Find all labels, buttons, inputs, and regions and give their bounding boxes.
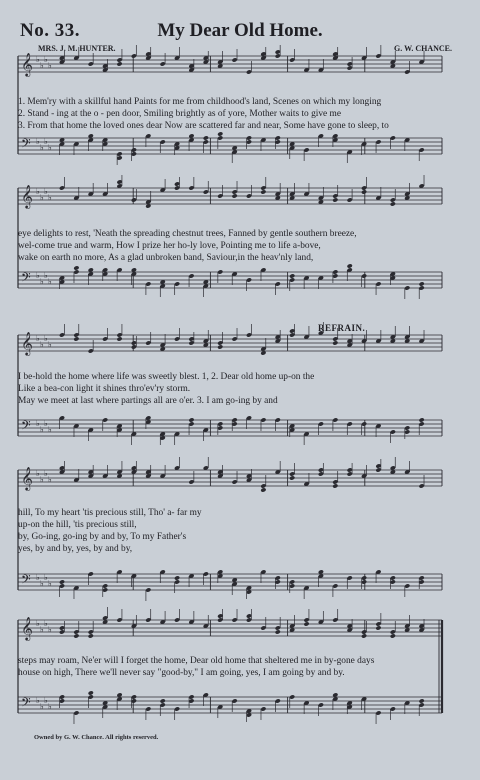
flat-icon: ♭ <box>48 425 52 434</box>
bass-clef-icon: 𝄢 <box>21 270 31 288</box>
composer-credit: G. W. CHANCE. <box>393 44 452 53</box>
lyricist-credit: MRS. J. M. HUNTER. <box>38 44 116 53</box>
lyrics-system-2 <box>18 228 450 264</box>
lyric-line: yes, by and by, yes, by and by, <box>18 544 133 554</box>
flat-icon: ♭ <box>48 702 52 711</box>
flat-icon: ♭ <box>40 475 44 484</box>
flat-icon: ♭ <box>44 696 48 705</box>
note-head <box>419 698 425 703</box>
lyric-line: by, Go-ing, go-ing by and by, To my Father's <box>18 532 187 542</box>
lyric-line: wake on earth no more, As a glad unbroken band, Saviour,in the heav'nly land, <box>18 253 314 263</box>
flat-icon: ♭ <box>36 696 40 705</box>
note-head <box>390 201 396 206</box>
lyric-line: 3. From that home the loved ones dear Now are scattered far and near, Some have gone to sleep, to <box>18 121 389 131</box>
lyric-line: May we meet at last where partings all are o'er. 3. I am go-ing by and <box>18 396 278 406</box>
flat-icon: ♭ <box>40 277 44 286</box>
note-head <box>375 625 381 630</box>
bass-clef-icon: 𝄢 <box>21 136 31 154</box>
lyric-line: house on high, There we'll never say "good-by," I am going, yes, I am going by and by. <box>18 668 345 678</box>
flat-icon: ♭ <box>44 419 48 428</box>
flat-icon: ♭ <box>44 187 48 196</box>
treble-clef-icon: 𝄞 <box>21 52 33 76</box>
note-head <box>73 633 79 638</box>
flat-icon: ♭ <box>48 340 52 349</box>
note-head <box>419 281 425 286</box>
flat-icon: ♭ <box>44 137 48 146</box>
lyric-line: eye delights to rest, 'Neath the spreading chestnut trees, Fanned by gentle southern breeze, <box>18 229 357 239</box>
note-head <box>289 273 295 278</box>
note-head <box>232 193 238 198</box>
note-head <box>59 579 65 584</box>
lyric-line: steps may roam, Ne'er will I forget the home, Dear old home that sheltered me in by-gone days <box>18 656 375 666</box>
note-head <box>419 417 425 422</box>
flat-icon: ♭ <box>40 61 44 70</box>
flat-icon: ♭ <box>36 187 40 196</box>
lyric-line: 1. Mem'ry with a skillful hand Paints for me from childhood's land, Scenes on which my longing <box>18 97 382 107</box>
flat-icon: ♭ <box>48 579 52 588</box>
flat-icon: ♭ <box>44 55 48 64</box>
note-head <box>289 475 295 480</box>
note-head <box>203 135 209 140</box>
flat-icon: ♭ <box>40 625 44 634</box>
lyric-line: up-on the hill, 'tis precious still, <box>18 520 137 530</box>
flat-icon: ♭ <box>44 573 48 582</box>
flat-icon: ♭ <box>48 277 52 286</box>
flat-icon: ♭ <box>36 55 40 64</box>
flat-icon: ♭ <box>36 419 40 428</box>
lyric-line: Like a bea-con light it shines thro'ev'ry storm. <box>18 384 191 394</box>
flat-icon: ♭ <box>48 475 52 484</box>
flat-icon: ♭ <box>36 573 40 582</box>
flat-icon: ♭ <box>40 340 44 349</box>
flat-icon: ♭ <box>36 619 40 628</box>
bass-clef-icon: 𝄢 <box>21 418 31 436</box>
lyrics-system-1 <box>18 96 450 132</box>
treble-clef-icon: 𝄞 <box>21 331 33 355</box>
flat-icon: ♭ <box>36 469 40 478</box>
note-head <box>73 336 79 341</box>
note-head <box>174 575 180 580</box>
lyric-line: I be-hold the home where life was sweetly blest. 1, 2. Dear old home up-on the <box>18 372 315 382</box>
lyric-line: 2. Stand - ing at the o - pen door, Smiling brightly as of yore, Mother waits to give me <box>18 109 342 119</box>
flat-icon: ♭ <box>48 193 52 202</box>
note-head <box>88 690 94 695</box>
note-head <box>390 633 396 638</box>
copyright-footer: Owned by G. W. Chance. All rights reserved. <box>34 734 159 741</box>
flat-icon: ♭ <box>44 334 48 343</box>
hymn-title: My Dear Old Home. <box>157 20 323 41</box>
bass-clef-icon: 𝄢 <box>21 695 31 713</box>
flat-icon: ♭ <box>36 137 40 146</box>
flat-icon: ♭ <box>44 271 48 280</box>
lyrics-system-5 <box>18 655 450 679</box>
note-head <box>188 417 194 422</box>
lyric-line: hill, To my heart 'tis precious still, Tho' a- far my <box>18 508 202 518</box>
note-head <box>116 61 122 66</box>
lyric-line: wel-come true and warm, How I prize her ho-ly love, Pointing me to life a-bove, <box>18 241 321 251</box>
flat-icon: ♭ <box>48 143 52 152</box>
flat-icon: ♭ <box>40 579 44 588</box>
note-head <box>260 189 266 194</box>
hymn-number: No. 33. <box>20 20 80 41</box>
note-head <box>73 265 79 270</box>
note-head <box>217 131 223 136</box>
lyrics-system-4 <box>18 507 450 555</box>
flat-icon: ♭ <box>48 61 52 70</box>
flat-icon: ♭ <box>40 702 44 711</box>
note-head <box>217 344 223 349</box>
lyrics-system-3 <box>18 371 450 407</box>
note-head <box>116 336 122 341</box>
note-head <box>361 189 367 194</box>
note-head <box>361 633 367 638</box>
refrain-label: REFRAIN. <box>318 323 366 333</box>
note-head <box>303 621 309 626</box>
flat-icon: ♭ <box>44 619 48 628</box>
flat-icon: ♭ <box>40 425 44 434</box>
treble-clef-icon: 𝄞 <box>21 466 33 490</box>
flat-icon: ♭ <box>36 334 40 343</box>
flat-icon: ♭ <box>40 193 44 202</box>
note-head <box>260 487 266 492</box>
note-head <box>332 483 338 488</box>
note-head <box>332 197 338 202</box>
flat-icon: ♭ <box>40 143 44 152</box>
treble-clef-icon: 𝄞 <box>21 184 33 208</box>
bass-clef-icon: 𝄢 <box>21 572 31 590</box>
flat-icon: ♭ <box>44 469 48 478</box>
treble-clef-icon: 𝄞 <box>21 616 33 640</box>
note-head <box>347 263 353 268</box>
note-head <box>160 698 166 703</box>
note-head <box>275 629 281 634</box>
note-head <box>332 340 338 345</box>
flat-icon: ♭ <box>36 271 40 280</box>
note-head <box>88 633 94 638</box>
flat-icon: ♭ <box>48 625 52 634</box>
